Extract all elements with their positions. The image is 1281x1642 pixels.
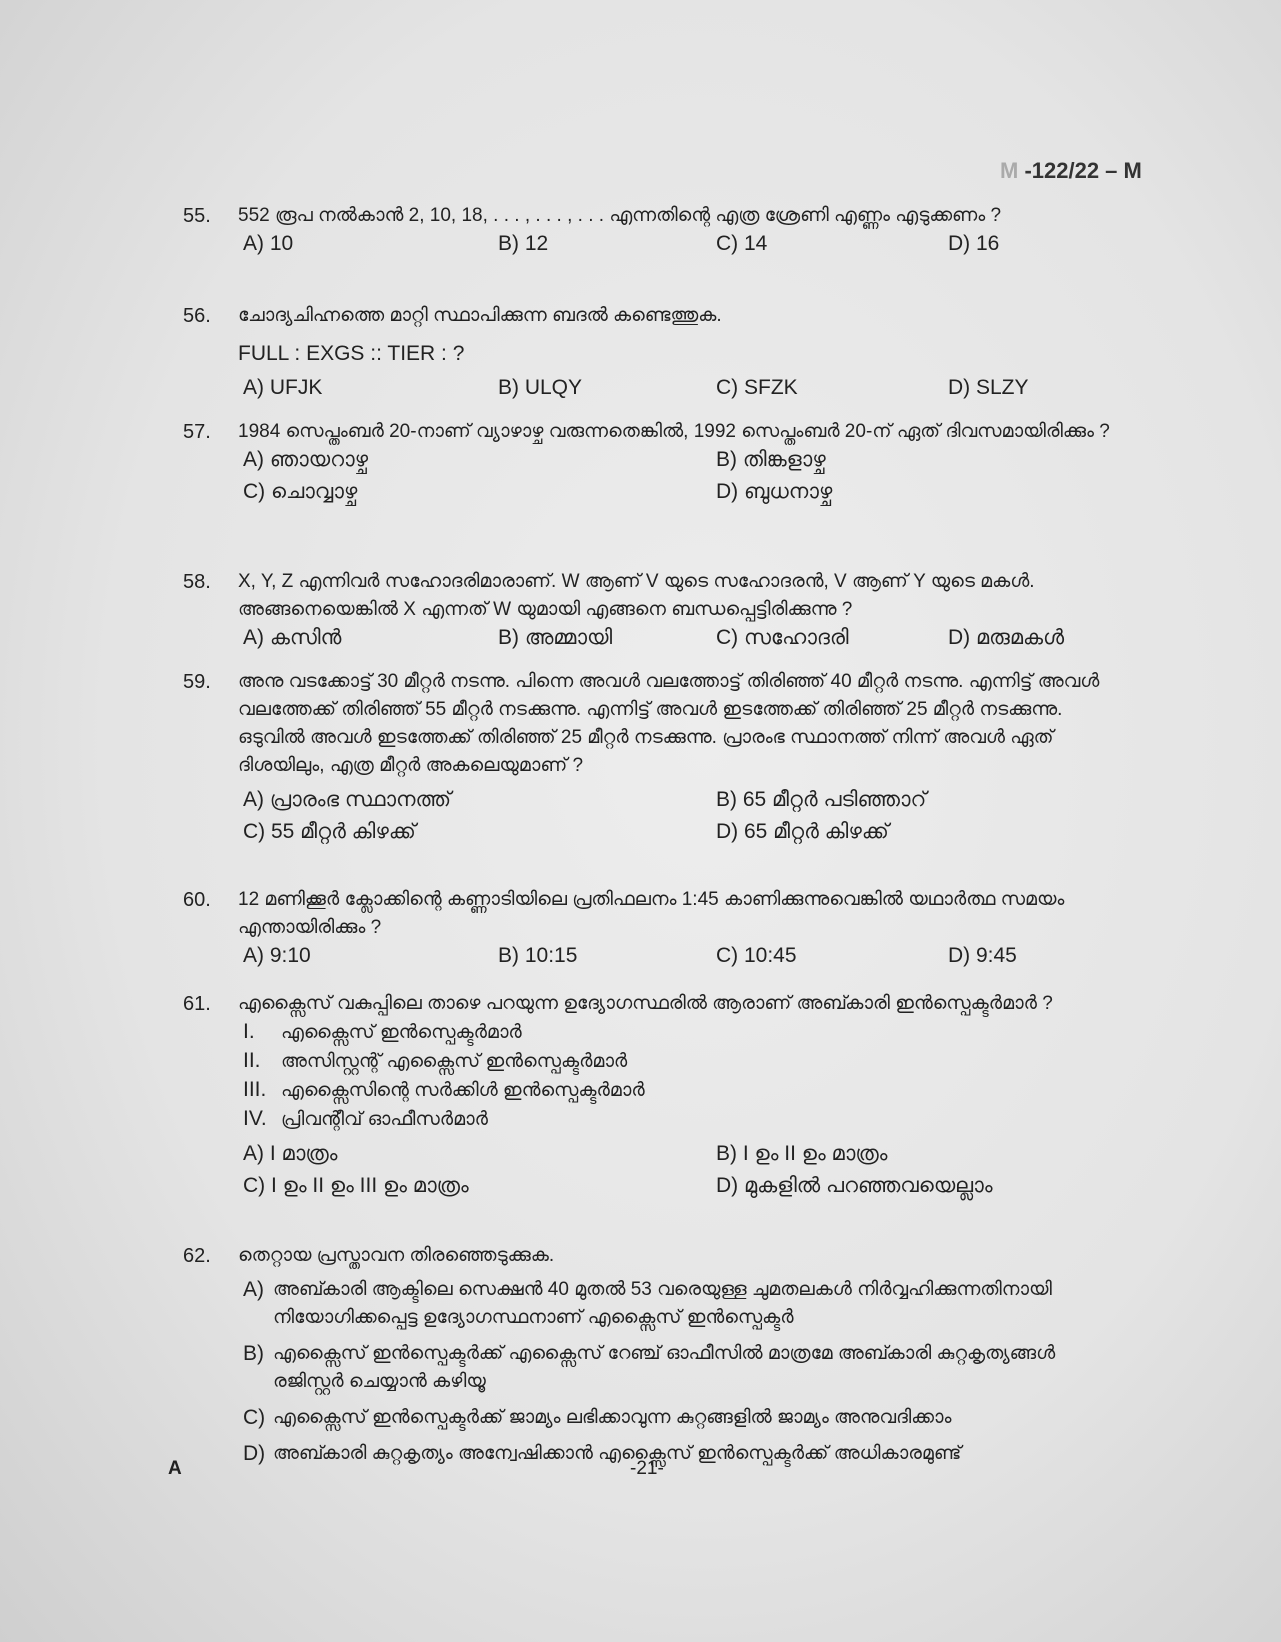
statement-text: എക്സൈസ് ഇൻസ്പെക്ടർക്ക് ജാമ്യം ലഭിക്കാവുന്ന കുറ്റങ്ങളിൽ ജാമ്യം അനുവദിക്കാം xyxy=(273,1407,952,1428)
option-a: A) I മാത്രം xyxy=(243,1142,338,1165)
page-number: -21- xyxy=(630,1458,664,1479)
option-d: D) 9:45 xyxy=(948,944,1017,967)
option-b: B) തിങ്കളാഴ്ച xyxy=(716,448,826,471)
list-item xyxy=(243,1018,1113,1047)
options xyxy=(243,478,1113,510)
item-text: അസിസ്റ്റന്റ് എക്സൈസ് ഇൻസ്പെക്ടർമാർ xyxy=(281,1051,628,1072)
options xyxy=(243,786,1113,818)
paper-code-number: -122/22 – M xyxy=(1024,158,1142,183)
option-c: C) 14 xyxy=(716,232,768,255)
option-a: A) 9:10 xyxy=(243,944,311,967)
question-text: അനു വടക്കോട്ട് 30 മീറ്റർ നടന്നു. പിന്നെ അവൾ വലത്തോട്ട് തിരിഞ്ഞ് 40 മീറ്റർ നടന്നു. എന്നിട്ട് അവൾ വലത്തേക്ക് തിരിഞ്ഞ് 55 മീറ്റർ നടക്കുന്നു. എന്നിട്ട് അവൾ ഇടത്തേക്ക് തിരിഞ്ഞ് 25 മീറ്റർ നടക്കുന്നു. ഒടുവിൽ അവൾ ഇടത്തേക്ക് തിരിഞ്ഞ് 25 മീറ്റർ നടക്കുന്നു. പ്രാരംഭ സ്ഥാനത്ത് നിന്ന് അവൾ ഏത് ദിശയിലും, എത്ര മീറ്റർ അകലെയുമാണ് ? xyxy=(238,671,1100,776)
item-text: പ്രിവന്റീവ് ഓഫീസർമാർ xyxy=(281,1109,488,1130)
option-c: C) 55 മീറ്റർ കിഴക്ക് xyxy=(243,820,416,843)
option-a: A) 10 xyxy=(243,232,294,255)
series-letter: A xyxy=(168,1458,182,1479)
option-c: C) ചൊവ്വാഴ്ച xyxy=(243,480,358,503)
question-text: 552 രൂപ നൽകാൻ 2, 10, 18, . . . , . . . , . . . എന്നതിന്റെ എത്ര ശ്രേണി എണ്ണം എടുക്കണം ? xyxy=(238,205,1002,226)
question-text: തെറ്റായ പ്രസ്താവന തിരഞ്ഞെടുക്കുക. xyxy=(238,1245,555,1266)
options xyxy=(243,818,1113,850)
question-text: എക്സൈസ് വകുപ്പിലെ താഴെ പറയുന്ന ഉദ്യോഗസ്ഥരിൽ ആരാണ് അബ്കാരി ഇൻസ്പെക്ടർമാർ ? xyxy=(238,993,1053,1014)
statement-label: B) xyxy=(243,1342,264,1365)
question-number: 56. xyxy=(183,305,211,327)
option-b: B) അമ്മായി xyxy=(498,626,613,649)
question-number: 60. xyxy=(183,889,211,911)
question-number: 57. xyxy=(183,421,211,443)
item-number: III. xyxy=(243,1078,267,1101)
options xyxy=(243,1172,1113,1204)
statement-label: A) xyxy=(243,1278,264,1301)
statement-text: എക്സൈസ് ഇൻസ്പെക്ടർക്ക് എക്സൈസ് റേഞ്ച് ഓഫീസിൽ മാത്രമേ അബ്കാരി കുറ്റകൃത്യങ്ങൾ രജിസ്റ്റർ ചെയ്യാൻ കഴിയൂ xyxy=(273,1343,1056,1392)
option-d: D) 65 മീറ്റർ കിഴക്ക് xyxy=(716,820,889,843)
question-text: 1984 സെപ്തംബർ 20-നാണ് വ്യാഴാഴ്ച വരുന്നതെങ്കിൽ, 1992 സെപ്തംബർ 20-ന് ഏത് ദിവസമായിരിക്കും ? xyxy=(238,421,1110,442)
option-a: A) പ്രാരംഭ സ്ഥാനത്ത് xyxy=(243,788,452,811)
statement-text: അബ്കാരി കുറ്റകൃത്യം അന്വേഷിക്കാൻ എക്സൈസ് ഇൻസ്പെക്ടർക്ക് അധികാരമുണ്ട് xyxy=(273,1443,962,1464)
statement-a xyxy=(243,1276,1113,1332)
item-text: എക്സൈസ് ഇൻസ്പെക്ടർമാർ xyxy=(281,1022,522,1043)
question-number: 55. xyxy=(183,205,211,227)
letter-sequence: FULL : EXGS :: TIER : ? xyxy=(238,342,465,365)
options xyxy=(243,624,1113,656)
option-a: A) കസിൻ xyxy=(243,626,342,649)
list-item xyxy=(243,1105,1113,1134)
option-d: D) മരുമകൾ xyxy=(948,626,1065,649)
question-59 xyxy=(183,668,1113,850)
statement-c xyxy=(243,1404,1113,1432)
option-b: B) 10:15 xyxy=(498,944,578,967)
option-b: B) ULQY xyxy=(498,376,583,399)
option-c: C) സഹോദരി xyxy=(716,626,849,649)
question-57 xyxy=(183,418,1113,510)
question-text: ചോദ്യചിഹ്നത്തെ മാറ്റി സ്ഥാപിക്കുന്ന ബദൽ കണ്ടെത്തുക. xyxy=(238,305,722,326)
option-b: B) 65 മീറ്റർ പടിഞ്ഞാറ് xyxy=(716,788,927,811)
option-d: D) 16 xyxy=(948,232,1000,255)
question-60 xyxy=(183,886,1113,974)
option-d: D) SLZY xyxy=(948,376,1029,399)
option-b: B) I ഉം II ഉം മാത്രം xyxy=(716,1142,888,1165)
option-d: D) ബുധനാഴ്ച xyxy=(716,480,833,503)
list-item xyxy=(243,1047,1113,1076)
option-d: D) മുകളിൽ പറഞ്ഞവയെല്ലാം xyxy=(716,1174,993,1197)
question-number: 61. xyxy=(183,993,211,1015)
list-item xyxy=(243,1076,1113,1105)
question-text: X, Y, Z എന്നിവർ സഹോദരിമാരാണ്. W ആണ് V യുടെ സഹോദരൻ, V ആണ് Y യുടെ മകൾ. അങ്ങനെയെങ്കിൽ X എന്നത് W യുമായി എങ്ങനെ ബന്ധപ്പെട്ടിരിക്കുന്നു ? xyxy=(238,571,1035,620)
question-number: 58. xyxy=(183,571,211,593)
options xyxy=(243,446,1113,478)
options xyxy=(243,230,1113,262)
question-text: 12 മണിക്കൂർ ക്ലോക്കിന്റെ കണ്ണാടിയിലെ പ്രതിഫലനം 1:45 കാണിക്കുന്നുവെങ്കിൽ യഥാർത്ഥ സമയം എന്തായിരിക്കും ? xyxy=(238,889,1065,938)
statement-text: അബ്കാരി ആക്ടിലെ സെക്ഷൻ 40 മുതൽ 53 വരെയുള്ള ചുമതലകൾ നിർവ്വഹിക്കുന്നതിനായി നിയോഗിക്കപ്പെട്ട ഉദ്യോഗസ്ഥനാണ് എക്സൈസ് ഇൻസ്പെക്ടർ xyxy=(273,1279,1052,1328)
statement-label: D) xyxy=(243,1442,266,1465)
item-number: I. xyxy=(243,1020,255,1043)
item-number: IV. xyxy=(243,1107,267,1130)
question-55 xyxy=(183,202,1113,262)
item-text: എക്സൈസിന്റെ സർക്കിൾ ഇൻസ്പെക്ടർമാർ xyxy=(281,1080,645,1101)
options xyxy=(243,942,1113,974)
question-62 xyxy=(183,1242,1113,1476)
option-c: C) SFZK xyxy=(716,376,798,399)
option-a: A) ഞായറാഴ്ച xyxy=(243,448,369,471)
question-56 xyxy=(183,302,1113,406)
options xyxy=(243,374,1113,406)
item-number: II. xyxy=(243,1049,261,1072)
option-c: C) I ഉം II ഉം III ഉം മാത്രം xyxy=(243,1174,469,1197)
question-61 xyxy=(183,990,1113,1204)
option-c: C) 10:45 xyxy=(716,944,797,967)
question-number: 59. xyxy=(183,671,211,693)
paper-code-prefix: M xyxy=(1000,158,1019,183)
option-b: B) 12 xyxy=(498,232,549,255)
question-number: 62. xyxy=(183,1245,211,1267)
statement-label: C) xyxy=(243,1406,266,1429)
options xyxy=(243,1140,1113,1172)
option-a: A) UFJK xyxy=(243,376,323,399)
paper-code xyxy=(1000,158,1142,184)
statement-b xyxy=(243,1340,1113,1396)
question-58 xyxy=(183,568,1113,656)
statement-d xyxy=(243,1440,1113,1468)
